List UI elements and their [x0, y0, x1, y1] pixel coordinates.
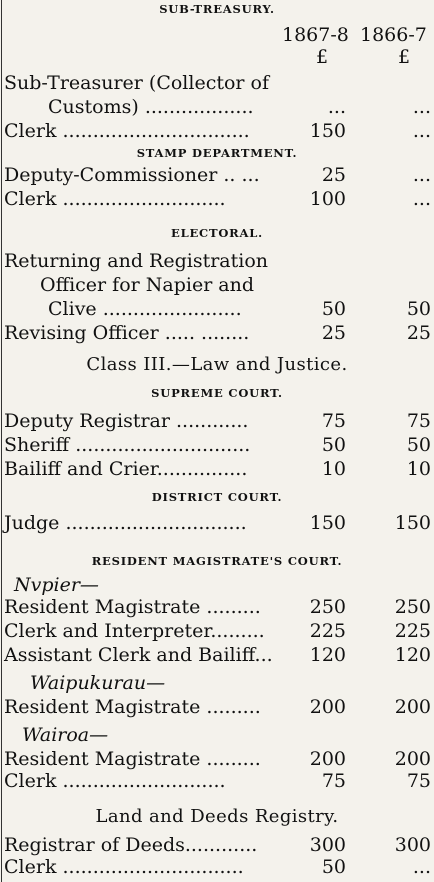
table-row: [0, 770, 434, 796]
value-1867-8: 300: [309, 834, 346, 856]
value-1867-8: 10: [321, 458, 346, 480]
year-1867-8: 1867-8: [282, 24, 349, 46]
value-1866-7: 75: [406, 770, 431, 792]
value-1866-7: ...: [412, 120, 431, 142]
value-1866-7: 25: [406, 322, 431, 344]
row-label: Clive .......................: [48, 298, 242, 320]
value-1867-8: 50: [321, 298, 346, 320]
value-1867-8: 150: [309, 120, 346, 142]
table-row: [0, 620, 434, 646]
row-label: Bailiff and Crier...............: [4, 458, 248, 480]
value-1867-8: 50: [321, 434, 346, 456]
row-label: Clerk and Interpreter.........: [4, 620, 265, 642]
table-row: [0, 596, 434, 622]
table-row: [0, 120, 434, 146]
value-1867-8: 100: [309, 188, 346, 210]
table-row: [0, 458, 434, 484]
value-1867-8: 150: [309, 512, 346, 534]
row-label: Revising Officer ..... ........: [4, 322, 250, 344]
value-1867-8: 75: [321, 770, 346, 792]
row-label: Resident Magistrate .........: [4, 748, 261, 770]
unit-col2: £: [398, 46, 411, 68]
table-row: [0, 410, 434, 436]
value-1866-7: ...: [412, 856, 431, 878]
section-heading-resident-magistrate: RESIDENT MAGISTRATE'S COURT.: [91, 554, 343, 568]
value-1866-7: 200: [394, 696, 431, 718]
value-1866-7: 120: [394, 644, 431, 666]
table-row: [0, 322, 434, 348]
value-1866-7: 200: [394, 748, 431, 770]
value-1867-8: 75: [321, 410, 346, 432]
section-heading-supreme-court: SUPREME COURT.: [151, 386, 283, 400]
subheading-wairoa: Wairoa—: [22, 724, 109, 746]
section-heading-district-court: DISTRICT COURT.: [151, 490, 283, 504]
section-heading-sub-treasury: SUB-TREASURY.: [159, 2, 275, 16]
subheading-row: [0, 672, 434, 698]
section-heading-stamp: STAMP DEPARTMENT.: [136, 146, 298, 160]
row-label: Deputy-Commissioner .. ...: [4, 164, 260, 186]
section-heading-land-deeds: [0, 806, 434, 827]
class-iii-heading-text: Class III.—Law and Justice.: [86, 354, 348, 375]
row-label: Judge ..............................: [4, 512, 247, 534]
row-label: Returning and Registration: [4, 250, 268, 272]
row-label: Clerk ...........................: [4, 188, 226, 210]
table-row: [0, 188, 434, 214]
value-1867-8: 25: [321, 322, 346, 344]
value-1866-7: 150: [394, 512, 431, 534]
table-row: [0, 274, 434, 300]
row-label: Assistant Clerk and Bailiff...: [4, 644, 273, 666]
land-deeds-heading-text: Land and Deeds Registry.: [95, 806, 339, 827]
row-label: Resident Magistrate .........: [4, 696, 261, 718]
value-1866-7: ...: [412, 164, 431, 186]
table-row: [0, 434, 434, 460]
row-label: Clerk ..............................: [4, 856, 244, 878]
section-heading-electoral: ELECTORAL.: [171, 226, 263, 240]
value-1867-8: 25: [321, 164, 346, 186]
subheading-waipukurau: Waipukurau—: [30, 672, 166, 694]
value-1866-7: 250: [394, 596, 431, 618]
table-row: [0, 512, 434, 538]
value-1866-7: ...: [412, 188, 431, 210]
value-1867-8: 250: [309, 596, 346, 618]
value-1866-7: 10: [406, 458, 431, 480]
table-row: [0, 72, 434, 98]
row-label: Clerk ...............................: [4, 120, 250, 142]
row-label: Clerk ...........................: [4, 770, 226, 792]
value-1867-8: 120: [309, 644, 346, 666]
value-1867-8: 50: [321, 856, 346, 878]
subheading-row: [0, 724, 434, 750]
row-label: Resident Magistrate .........: [4, 596, 261, 618]
value-1867-8: 200: [309, 748, 346, 770]
value-1866-7: 50: [406, 298, 431, 320]
unit-col1: £: [316, 46, 329, 68]
table-row: [0, 298, 434, 324]
row-label: Sub-Treasurer (Collector of: [4, 72, 270, 94]
row-label: Deputy Registrar ............: [4, 410, 249, 432]
row-label: Officer for Napier and: [40, 274, 255, 296]
unit-header-row: [0, 46, 434, 72]
row-label: Customs) ..................: [48, 96, 254, 118]
table-row: [0, 164, 434, 190]
table-row: [0, 96, 434, 122]
value-1866-7: 225: [394, 620, 431, 642]
value-1867-8: 200: [309, 696, 346, 718]
year-1866-7: 1866-7: [360, 24, 427, 46]
table-row: [0, 856, 434, 882]
value-1867-8: ...: [327, 96, 346, 118]
value-1866-7: 300: [394, 834, 431, 856]
value-1866-7: 75: [406, 410, 431, 432]
table-row: [0, 696, 434, 722]
value-1866-7: 50: [406, 434, 431, 456]
row-label: Registrar of Deeds............: [4, 834, 258, 856]
table-row: [0, 644, 434, 670]
subheading-napier: Nvpier—: [14, 574, 99, 596]
value-1866-7: ...: [412, 96, 431, 118]
value-1867-8: 225: [309, 620, 346, 642]
row-label: Sheriff .............................: [4, 434, 251, 456]
section-heading-class-iii: [0, 354, 434, 375]
table-row: [0, 250, 434, 276]
